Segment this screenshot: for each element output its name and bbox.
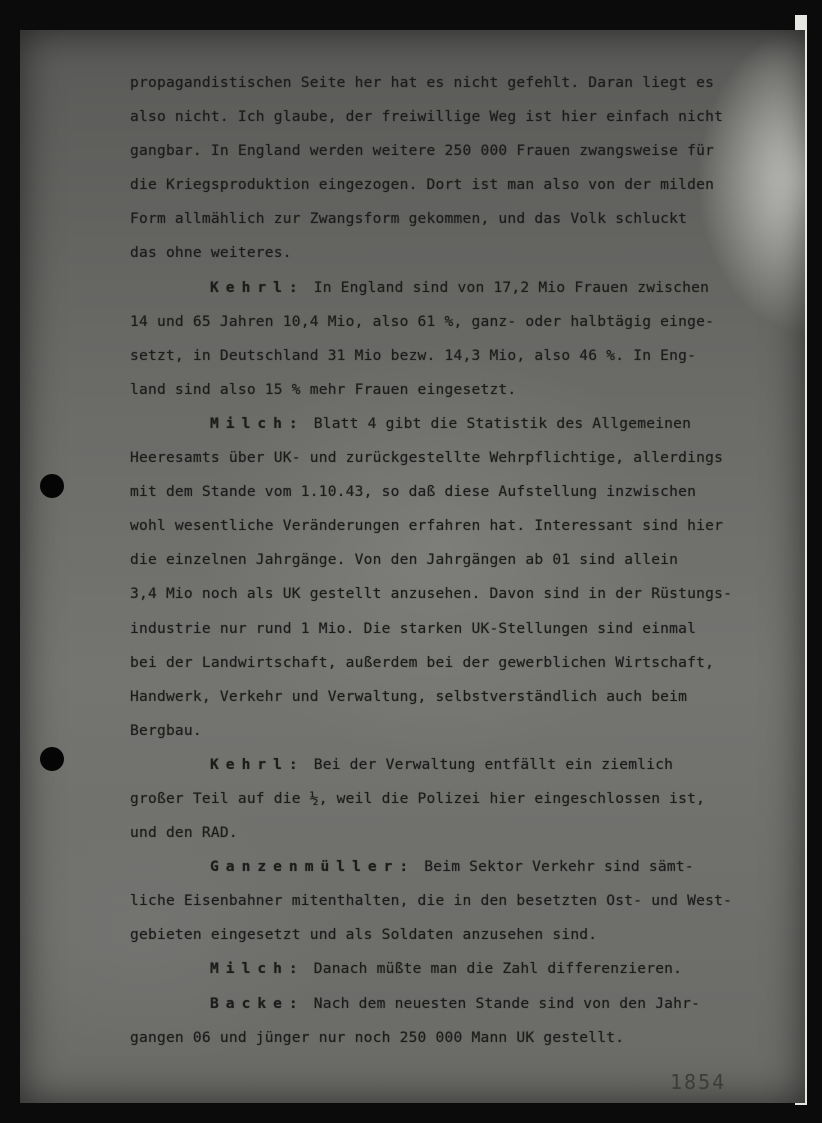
text-line: bei der Landwirtschaft, außerdem bei der gewerblichen Wirtschaft,: [130, 653, 715, 671]
text-segment: Beim Sektor Verkehr sind sämt-: [424, 858, 694, 876]
punch-hole-top: [40, 474, 64, 498]
text-line: Bergbau.: [130, 721, 202, 739]
text-line: Heeresamts über UK- und zurückgestellte Wehrpflichtige, allerdings: [130, 449, 724, 467]
punch-hole-bottom: [40, 747, 64, 771]
text-line: und den RAD.: [130, 824, 238, 842]
speech-line-first: [130, 987, 800, 1021]
text-line: 14 und 65 Jahren 10,4 Mio, also 61 %, ganz- oder halbtägig einge-: [130, 312, 715, 330]
speaker-name: Ganzenmüller:: [210, 858, 416, 876]
text-segment: In England sind von 17,2 Mio Frauen zwischen: [313, 278, 710, 296]
speaker-name: Milch:: [210, 414, 305, 432]
text-line: Form allmählich zur Zwangsform gekommen, und das Volk schluckt: [130, 210, 688, 228]
speech-line-first: [130, 271, 800, 305]
text-line: 3,4 Mio noch als UK gestellt anzusehen. Davon sind in der Rüstungs-: [130, 585, 733, 603]
text-line: also nicht. Ich glaube, der freiwillige Weg ist hier einfach nicht: [130, 108, 724, 126]
page-number: 1854: [670, 1070, 727, 1094]
speaker-name: Kehrl:: [210, 278, 305, 296]
speaker-name: Backe:: [210, 994, 305, 1012]
text-segment: Nach dem neuesten Stande sind von den Jahr-: [313, 994, 701, 1012]
document-page: [20, 30, 805, 1103]
speech-line-first: [130, 952, 800, 986]
text-line: das ohne weiteres.: [130, 244, 292, 262]
text-line: die Kriegsproduktion eingezogen. Dort ist man also von der milden: [130, 176, 715, 194]
text-line: gangbar. In England werden weitere 250 000 Frauen zwangsweise für: [130, 142, 715, 160]
text-line: propagandistischen Seite her hat es nicht gefehlt. Daran liegt es: [130, 74, 715, 91]
text-line: setzt, in Deutschland 31 Mio bezw. 14,3 Mio, also 46 %. In Eng-: [130, 346, 697, 364]
speech-line-first: [130, 748, 800, 782]
text-segment: Blatt 4 gibt die Statistik des Allgemeinen: [313, 414, 692, 432]
text-line: Handwerk, Verkehr und Verwaltung, selbstverständlich auch beim: [130, 687, 688, 705]
speech-line-first: [130, 407, 800, 441]
text-line: gebieten eingesetzt und als Soldaten anzusehen sind.: [130, 926, 598, 944]
text-segment: Danach müßte man die Zahl differenzieren.: [313, 960, 683, 978]
typed-text-body: [130, 66, 800, 1055]
speech-line-first: [130, 850, 800, 884]
text-line: liche Eisenbahner mitenthalten, die in den besetzten Ost- und West-: [130, 892, 733, 910]
text-segment: Bei der Verwaltung entfällt ein ziemlich: [313, 755, 674, 773]
text-line: industrie nur rund 1 Mio. Die starken UK-Stellungen sind einmal: [130, 619, 697, 637]
speaker-name: Milch:: [210, 960, 305, 978]
text-line: gangen 06 und jünger nur noch 250 000 Mann UK gestellt.: [130, 1028, 625, 1046]
text-line: großer Teil auf die ½, weil die Polizei hier eingeschlossen ist,: [130, 789, 706, 807]
speaker-name: Kehrl:: [210, 755, 305, 773]
text-line: wohl wesentliche Veränderungen erfahren hat. Interessant sind hier: [130, 517, 724, 535]
text-line: mit dem Stande vom 1.10.43, so daß diese Aufstellung inzwischen: [130, 483, 697, 501]
text-line: die einzelnen Jahrgänge. Von den Jahrgängen ab 01 sind allein: [130, 551, 679, 569]
text-line: land sind also 15 % mehr Frauen eingesetzt.: [130, 380, 517, 398]
